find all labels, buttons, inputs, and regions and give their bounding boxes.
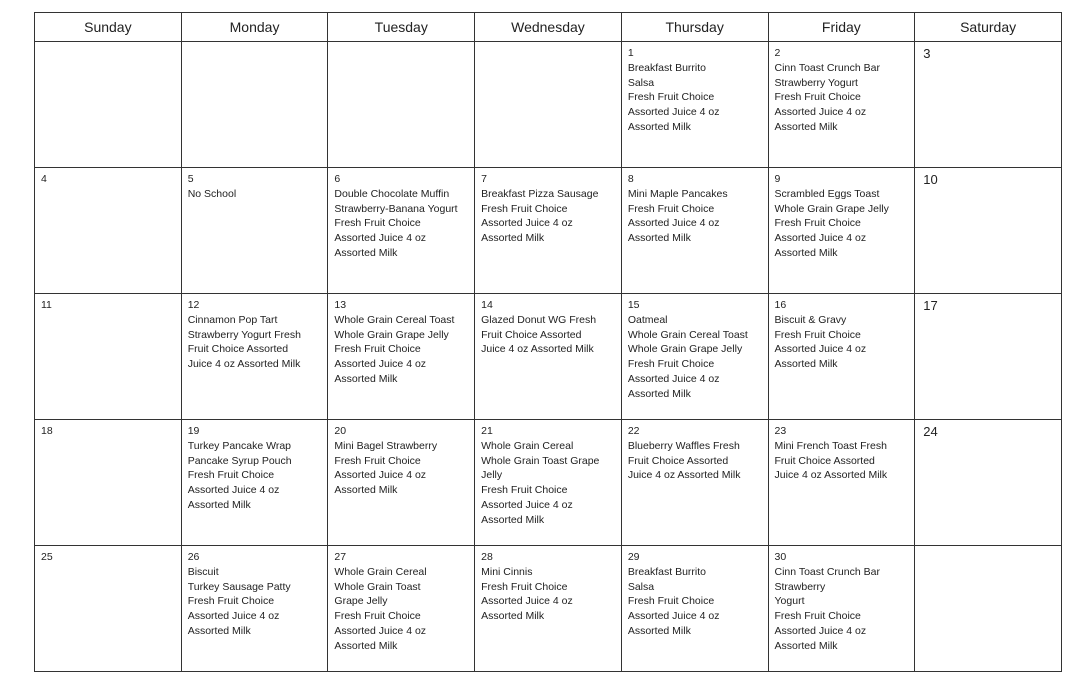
day-cell-content (328, 546, 474, 656)
menu-item: Strawberry (774, 580, 826, 593)
day-number: 27 (334, 551, 347, 563)
weekday-header: Tuesday (328, 13, 475, 42)
menu-item: Assorted Milk (481, 610, 545, 623)
menu-item: Fruit Choice Assorted (627, 454, 729, 467)
menu-item: Juice 4 oz Assorted Milk (627, 469, 741, 482)
week-row (35, 42, 1062, 168)
menu-item: Breakfast Pizza Sausage (481, 187, 599, 200)
day-cell (475, 168, 622, 294)
menu-item: Mini Cinnis (481, 565, 533, 578)
menu-item: Assorted Milk (334, 246, 398, 259)
day-cell (915, 546, 1062, 672)
day-cell-content (475, 168, 621, 248)
day-cell-content (915, 546, 1061, 552)
day-cell-content (475, 294, 621, 359)
menu-item: Fresh Fruit Choice (187, 595, 275, 608)
menu-item: Blueberry Waffles Fresh (627, 439, 740, 452)
menu-item: Assorted Milk (187, 498, 251, 511)
weekday-header: Wednesday (475, 13, 622, 42)
day-cell-content (769, 420, 915, 485)
menu-item: Strawberry Yogurt Fresh (187, 328, 301, 341)
menu-item: Breakfast Burrito (627, 61, 707, 74)
menu-item: Assorted Milk (334, 372, 398, 385)
day-cell-content (475, 546, 621, 626)
weekday-header: Sunday (35, 13, 182, 42)
day-number: 23 (774, 425, 787, 437)
day-number: 13 (334, 299, 347, 311)
day-number: 20 (334, 425, 347, 437)
day-cell (181, 420, 328, 546)
day-cell (915, 420, 1062, 546)
day-cell (621, 546, 768, 672)
day-cell-content (769, 42, 915, 137)
day-cell-content (622, 168, 768, 248)
menu-item: Assorted Milk (774, 120, 838, 133)
menu-item: Assorted Milk (627, 387, 691, 400)
day-cell-content (182, 420, 328, 515)
menu-item: Whole Grain Cereal Toast (627, 328, 748, 341)
menu-item: Fresh Fruit Choice (334, 217, 421, 230)
menu-item: Salsa (627, 580, 655, 593)
day-cell (768, 168, 915, 294)
menu-item: Assorted Juice 4 oz (774, 343, 867, 356)
day-cell-content (182, 42, 328, 48)
menu-item: Assorted Milk (334, 639, 398, 652)
menu-item: Fruit Choice Assorted (481, 328, 582, 341)
day-cell-content (35, 42, 181, 48)
menu-item: Assorted Juice 4 oz (627, 610, 720, 623)
menu-item: Assorted Milk (481, 513, 545, 526)
menu-item: Assorted Juice 4 oz (334, 469, 427, 482)
menu-item: Fruit Choice Assorted (774, 454, 875, 467)
day-number: 21 (481, 425, 493, 437)
menu-item: Juice 4 oz Assorted Milk (774, 469, 888, 482)
day-cell-content (622, 420, 768, 485)
menu-item: Biscuit & Gravy (774, 313, 847, 326)
day-number: 3 (923, 46, 931, 61)
menu-item: Whole Grain Toast Grape (481, 454, 600, 467)
day-cell (621, 294, 768, 420)
menu-item: Fresh Fruit Choice (481, 580, 568, 593)
day-number: 29 (627, 551, 640, 563)
menu-item: Turkey Sausage Patty (187, 580, 291, 593)
day-number: 24 (923, 424, 938, 439)
day-number: 22 (627, 425, 640, 437)
day-cell-content (35, 168, 181, 189)
day-cell-content (328, 42, 474, 48)
day-number: 9 (774, 173, 781, 185)
menu-item: Assorted Juice 4 oz (627, 106, 720, 119)
day-number: 11 (41, 299, 52, 311)
menu-item: Pancake Syrup Pouch (187, 454, 292, 467)
day-cell (475, 42, 622, 168)
menu-item: Fresh Fruit Choice (627, 358, 715, 371)
menu-item: Strawberry Yogurt (774, 76, 858, 89)
menu-item: Assorted Juice 4 oz (334, 624, 427, 637)
menu-item: Assorted Juice 4 oz (774, 232, 867, 245)
menu-item: Strawberry-Banana Yogurt (334, 202, 458, 215)
day-cell-content (915, 168, 1061, 189)
week-row (35, 168, 1062, 294)
menu-item: Whole Grain Cereal (481, 439, 574, 452)
menu-item: Assorted Milk (627, 232, 691, 245)
menu-item: Fresh Fruit Choice (774, 328, 861, 341)
day-cell (35, 420, 182, 546)
week-row (35, 294, 1062, 420)
day-number: 17 (923, 298, 938, 313)
menu-item: Fresh Fruit Choice (334, 343, 421, 356)
weekday-header: Thursday (621, 13, 768, 42)
menu-item: Whole Grain Cereal Toast (334, 313, 455, 326)
menu-item: Juice 4 oz Assorted Milk (481, 343, 594, 356)
week-row (35, 420, 1062, 546)
weekday-header: Saturday (915, 13, 1062, 42)
menu-item: Jelly (481, 469, 503, 482)
menu-item: Assorted Juice 4 oz (187, 610, 280, 623)
menu-item: Assorted Juice 4 oz (627, 217, 720, 230)
menu-item: Assorted Juice 4 oz (627, 372, 720, 385)
day-cell-content (35, 420, 181, 441)
menu-item: Whole Grain Cereal (334, 565, 427, 578)
day-number: 12 (187, 299, 200, 311)
day-number: 7 (481, 173, 487, 185)
day-number: 2 (774, 47, 781, 59)
day-number: 4 (41, 173, 47, 185)
menu-item: Fresh Fruit Choice (334, 610, 421, 623)
day-cell-content (328, 168, 474, 263)
day-number: 8 (627, 173, 634, 185)
day-cell (35, 168, 182, 294)
day-cell-content (622, 294, 768, 404)
day-cell (328, 42, 475, 168)
day-number: 26 (187, 551, 200, 563)
day-cell (35, 294, 182, 420)
day-cell (475, 420, 622, 546)
day-cell-content (915, 294, 1061, 315)
menu-item: Fresh Fruit Choice (481, 484, 568, 497)
menu-item: Fresh Fruit Choice (774, 610, 861, 623)
menu-item: No School (187, 187, 237, 200)
day-cell-content (622, 42, 768, 137)
menu-item: Assorted Milk (774, 246, 838, 259)
day-number: 18 (41, 425, 53, 437)
menu-item: Whole Grain Grape Jelly (774, 202, 889, 215)
weekday-header: Friday (768, 13, 915, 42)
menu-item: Assorted Juice 4 oz (334, 358, 427, 371)
day-cell (181, 294, 328, 420)
day-cell (475, 294, 622, 420)
day-cell-content (769, 168, 915, 263)
week-row (35, 546, 1062, 672)
menu-item: Assorted Milk (481, 232, 545, 245)
menu-item: Mini Maple Pancakes (627, 187, 728, 200)
menu-item: Fruit Choice Assorted (187, 343, 289, 356)
day-cell (328, 294, 475, 420)
menu-item: Assorted Juice 4 oz (481, 498, 573, 511)
day-cell (35, 546, 182, 672)
menu-item: Fresh Fruit Choice (627, 595, 715, 608)
day-number: 28 (481, 551, 493, 563)
day-cell-content (769, 546, 915, 656)
menu-item: Biscuit (187, 565, 219, 578)
menu-item: Whole Grain Grape Jelly (627, 343, 743, 356)
menu-item: Fresh Fruit Choice (627, 202, 715, 215)
menu-item: Fresh Fruit Choice (334, 454, 421, 467)
day-cell (768, 546, 915, 672)
menu-item: Mini French Toast Fresh (774, 439, 887, 452)
day-number: 1 (627, 47, 634, 59)
menu-item: Assorted Milk (774, 639, 838, 652)
day-number: 16 (774, 299, 787, 311)
day-cell (181, 546, 328, 672)
menu-item: Scrambled Eggs Toast (774, 187, 880, 200)
day-cell-content (769, 294, 915, 374)
menu-item: Assorted Juice 4 oz (187, 484, 280, 497)
day-cell (328, 420, 475, 546)
day-number: 19 (187, 425, 200, 437)
day-cell-content (35, 294, 181, 315)
day-cell-content (915, 420, 1061, 441)
menu-item: Whole Grain Toast (334, 580, 421, 593)
day-cell-content (475, 420, 621, 530)
menu-item: Breakfast Burrito (627, 565, 707, 578)
day-cell (328, 546, 475, 672)
day-cell (768, 42, 915, 168)
day-cell (35, 42, 182, 168)
menu-item: Assorted Juice 4 oz (334, 232, 427, 245)
menu-item: Fresh Fruit Choice (481, 202, 568, 215)
menu-item: Fresh Fruit Choice (774, 217, 861, 230)
day-cell (621, 420, 768, 546)
day-number: 30 (774, 551, 787, 563)
day-cell-content (475, 42, 621, 48)
menu-item: Assorted Milk (627, 120, 691, 133)
day-number: 10 (923, 172, 938, 187)
day-cell (475, 546, 622, 672)
menu-item: Assorted Juice 4 oz (774, 106, 867, 119)
day-cell (915, 42, 1062, 168)
day-cell (621, 168, 768, 294)
day-number: 5 (187, 173, 194, 185)
menu-item: Cinnamon Pop Tart (187, 313, 278, 326)
menu-item: Assorted Juice 4 oz (481, 217, 573, 230)
day-cell-content (622, 546, 768, 641)
day-cell (915, 294, 1062, 420)
day-cell (915, 168, 1062, 294)
menu-item: Juice 4 oz Assorted Milk (187, 358, 301, 371)
menu-item: Assorted Milk (334, 484, 398, 497)
day-number: 15 (627, 299, 640, 311)
day-number: 6 (334, 173, 341, 185)
menu-item: Salsa (627, 76, 655, 89)
menu-item: Turkey Pancake Wrap (187, 439, 291, 452)
menu-item: Assorted Juice 4 oz (774, 624, 867, 637)
menu-item: Oatmeal (627, 313, 668, 326)
menu-item: Double Chocolate Muffin (334, 187, 450, 200)
day-number: 14 (481, 299, 493, 311)
day-cell-content (915, 42, 1061, 63)
menu-item: Assorted Milk (187, 624, 251, 637)
menu-item: Fresh Fruit Choice (774, 91, 861, 104)
menu-item: Whole Grain Grape Jelly (334, 328, 449, 341)
menu-item: Mini Bagel Strawberry (334, 439, 438, 452)
menu-item: Yogurt (774, 595, 805, 608)
menu-item: Grape Jelly (334, 595, 388, 608)
day-number: 25 (41, 551, 53, 563)
menu-item: Fresh Fruit Choice (627, 91, 715, 104)
menu-item: Cinn Toast Crunch Bar (774, 565, 880, 578)
day-cell (181, 42, 328, 168)
menu-item: Glazed Donut WG Fresh (481, 313, 597, 326)
calendar-body (35, 42, 1062, 672)
menu-item: Assorted Juice 4 oz (481, 595, 573, 608)
day-cell-content (182, 294, 328, 374)
menu-item: Assorted Milk (627, 624, 691, 637)
menu-item: Assorted Milk (774, 358, 838, 371)
menu-item: Fresh Fruit Choice (187, 469, 275, 482)
day-cell-content (182, 546, 328, 641)
breakfast-menu-calendar (34, 12, 1062, 672)
day-cell-content (328, 420, 474, 500)
weekday-header-row (35, 13, 1062, 42)
day-cell (768, 420, 915, 546)
day-cell (181, 168, 328, 294)
day-cell (621, 42, 768, 168)
day-cell (328, 168, 475, 294)
day-cell-content (182, 168, 328, 204)
day-cell (768, 294, 915, 420)
day-cell-content (35, 546, 181, 567)
weekday-header: Monday (181, 13, 328, 42)
menu-item: Cinn Toast Crunch Bar (774, 61, 880, 74)
day-cell-content (328, 294, 474, 389)
